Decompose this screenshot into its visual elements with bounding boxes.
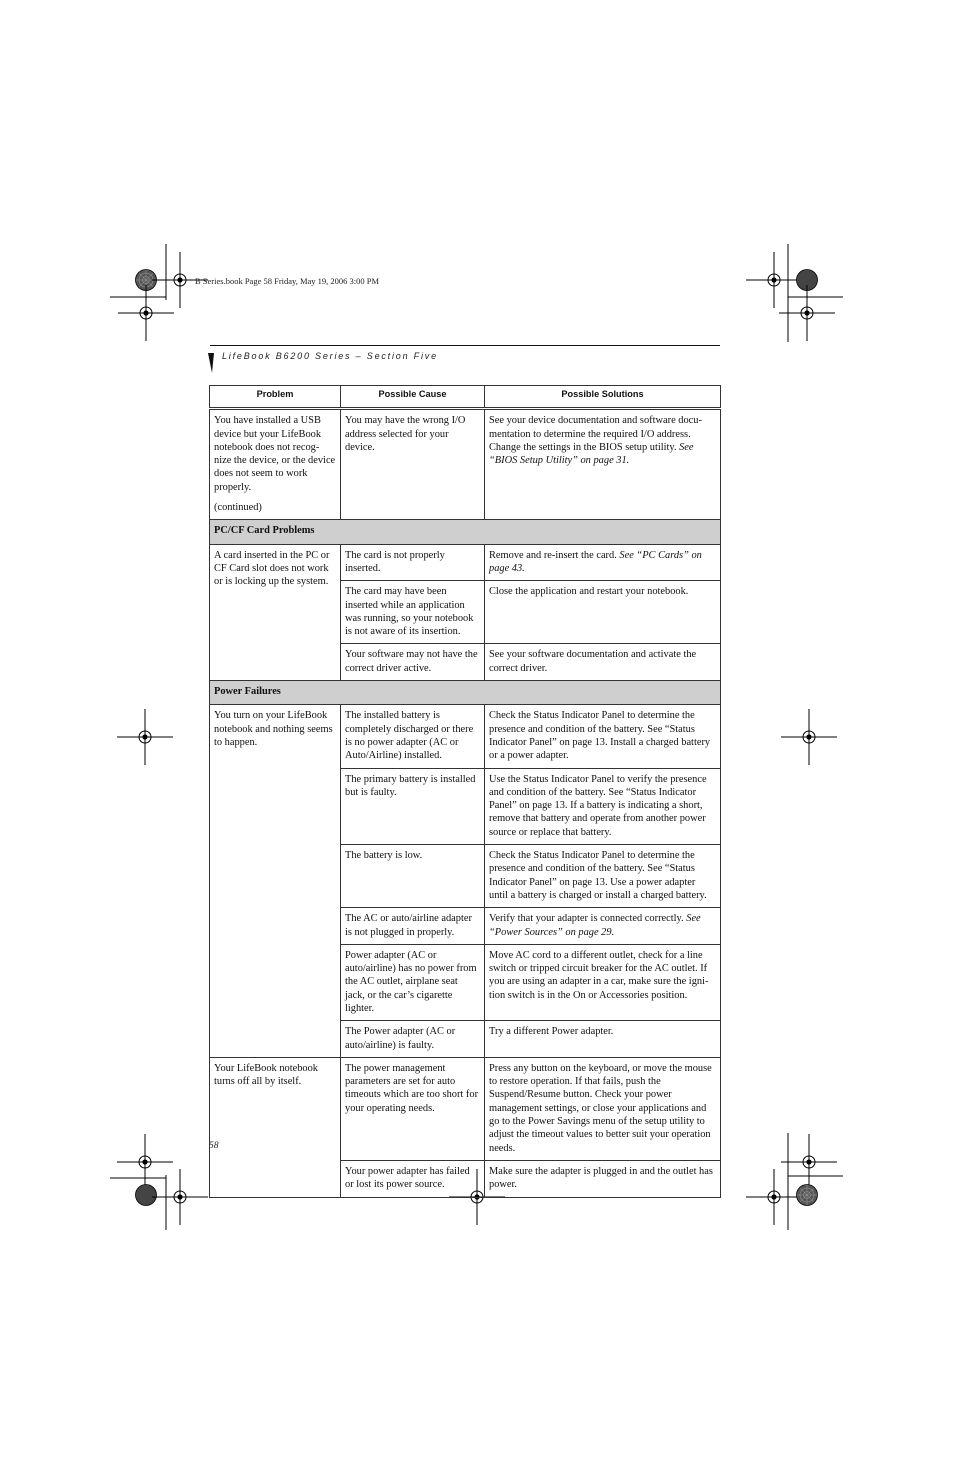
cause-cell: The card is not properly inserted. xyxy=(341,544,485,581)
solution-reference: See “PC Cards” on page 43. xyxy=(489,549,702,574)
cause-cell: The installed battery is completely discharged or there is no power adapter (AC or Auto/Airline) installed. xyxy=(341,705,485,768)
cause-cell: The AC or auto/airline adapter is not plugged in properly. xyxy=(341,908,485,945)
troubleshooting-table xyxy=(209,385,721,1198)
solution-cell: Close the application and restart your notebook. xyxy=(485,581,721,644)
solution-cell xyxy=(485,409,721,520)
solution-text: See your device documentation and software docu-mentation to determine the required I/O address. Change the settings in the BIOS setup utility. xyxy=(489,415,702,453)
cause-cell: You may have the wrong I/O address selected for your device. xyxy=(341,409,485,520)
cause-cell: The Power adapter (AC or auto/airline) is faulty. xyxy=(341,1021,485,1058)
section-title: Power Failures xyxy=(210,681,721,705)
page-number: 58 xyxy=(209,1141,219,1151)
header-possible-solutions: Possible Solutions xyxy=(485,386,721,409)
solution-cell: Try a different Power adapter. xyxy=(485,1021,721,1058)
cause-cell: Your software may not have the correct driver active. xyxy=(341,644,485,681)
problem-cell: Your LifeBook notebook turns off all by itself. xyxy=(210,1057,341,1197)
continued-note: (continued) xyxy=(214,502,262,514)
cause-cell: The power management parameters are set for auto timeouts which are too short for your operating needs. xyxy=(341,1057,485,1160)
solution-cell: See your software documentation and activate the correct driver. xyxy=(485,644,721,681)
table-row xyxy=(210,544,721,581)
solution-text: Remove and re-insert the card. xyxy=(489,549,620,561)
table-row xyxy=(210,1057,721,1160)
problem-cell: A card inserted in the PC or CF Card slot does not work or is locking up the system. xyxy=(210,544,341,680)
solution-cell xyxy=(485,908,721,945)
header-rule xyxy=(210,345,720,346)
header-tick-mark xyxy=(208,353,214,373)
section-row-power-failures xyxy=(210,681,721,705)
solution-reference: See “BIOS Setup Utility” on page 31. xyxy=(489,441,694,467)
solution-reference: See “Power Sources” on page 29. xyxy=(489,913,701,938)
table-header-row xyxy=(210,386,721,409)
table-row xyxy=(210,409,721,520)
solution-cell: Move AC cord to a different outlet, check for a line switch or tripped circuit breaker for the AC outlet. If you are using an adapter in a car, make sure the igni-tion switch is in the On or Accessories position. xyxy=(485,944,721,1020)
solution-cell: Use the Status Indicator Panel to verify the presence and condition of the battery. See “Status Indicator Panel” on page 13. If a battery is indicating a short, remove that battery and operate from another power source or replace that battery. xyxy=(485,768,721,844)
header-possible-cause: Possible Cause xyxy=(341,386,485,409)
table-row xyxy=(210,705,721,768)
cause-cell: Power adapter (AC or auto/airline) has no power from the AC outlet, airplane seat jack, or the car’s cigarette lighter. xyxy=(341,944,485,1020)
solution-cell: Check the Status Indicator Panel to determine the presence and condition of the battery. See “Status Indicator Panel” on page 13. Use a power adapter until a battery is charged or install a charged battery. xyxy=(485,845,721,908)
problem-cell xyxy=(210,409,341,520)
problem-text: You have installed a USB device but your LifeBook notebook does not recog-nize the device, or the device does not seem to work properly. xyxy=(214,415,336,493)
header-problem: Problem xyxy=(210,386,341,409)
solution-text: Verify that your adapter is connected correctly. xyxy=(489,913,687,925)
cause-cell: The battery is low. xyxy=(341,845,485,908)
solution-cell xyxy=(485,544,721,581)
problem-cell: You turn on your LifeBook notebook and nothing seems to happen. xyxy=(210,705,341,1058)
running-head: LifeBook B6200 Series – Section Five xyxy=(222,351,438,361)
solution-cell: Check the Status Indicator Panel to determine the presence and condition of the battery. See “Status Indicator Panel” on page 13. Install a charged battery or a power adapter. xyxy=(485,705,721,768)
solution-cell: Press any button on the keyboard, or move the mouse to restore operation. If that fails, push the Suspend/Resume button. Check your power management settings, or close your applications and go to the Power Savings menu of the setup utility to adjust the timeout values to better suit your operation needs. xyxy=(485,1057,721,1160)
section-title: PC/CF Card Problems xyxy=(210,520,721,544)
cause-cell: The card may have been inserted while an application was running, so your notebook is not aware of its insertion. xyxy=(341,581,485,644)
cause-cell: The primary battery is installed but is faulty. xyxy=(341,768,485,844)
solution-cell: Make sure the adapter is plugged in and the outlet has power. xyxy=(485,1160,721,1197)
book-slug-line: B Series.book Page 58 Friday, May 19, 2006 3:00 PM xyxy=(195,276,380,286)
section-row-pc-card xyxy=(210,520,721,544)
cause-cell: Your power adapter has failed or lost its power source. xyxy=(341,1160,485,1197)
